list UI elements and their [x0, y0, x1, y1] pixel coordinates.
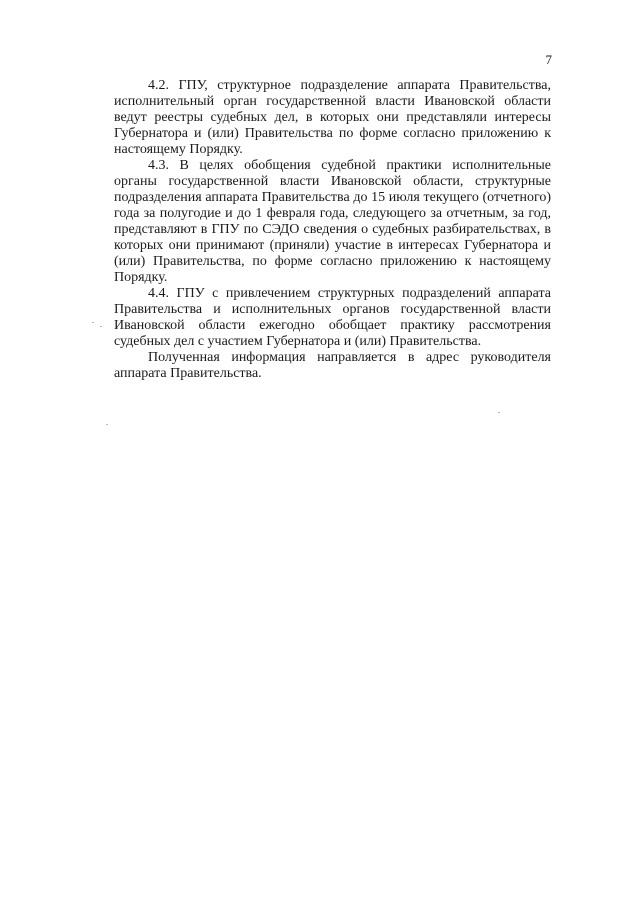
paragraph-4-2: 4.2. ГПУ, структурное подразделение аппарата Правительства, исполнительный орган государственной власти Ивановской области ведут реестры судебных дел, в которых они представляли интересы Губернатора и (или) Правительства по форме согласно приложению к настоящему Порядку. — [114, 78, 551, 157]
document-body — [114, 78, 551, 382]
scan-speck — [498, 412, 500, 413]
paragraph-4-3: 4.3. В целях обобщения судебной практики исполнительные органы государственной власти Ивановской области, структурные подразделения аппарата Правительства до 15 июля текущего (отчетного) года за полугодие и до 1 февраля года, следующего за отчетным, за год, представляют в ГПУ по СЭДО сведения о судебных разбирательствах, в которых они принимают (приняли) участие в интересах Губернатора и (или) Правительства, по форме согласно приложению к настоящему Порядку. — [114, 158, 551, 285]
scan-speck — [100, 326, 102, 327]
paragraph-closing: Полученная информация направляется в адрес руководителя аппарата Правительства. — [114, 350, 551, 381]
scan-speck — [92, 322, 94, 323]
page-number: 7 — [545, 52, 552, 67]
scan-speck — [106, 424, 108, 425]
paragraph-4-4: 4.4. ГПУ с привлечением структурных подразделений аппарата Правительства и исполнительных органов государственной власти Ивановской области ежегодно обобщает практику рассмотрения судебных дел с участием Губернатора и (или) Правительства. — [114, 286, 551, 349]
